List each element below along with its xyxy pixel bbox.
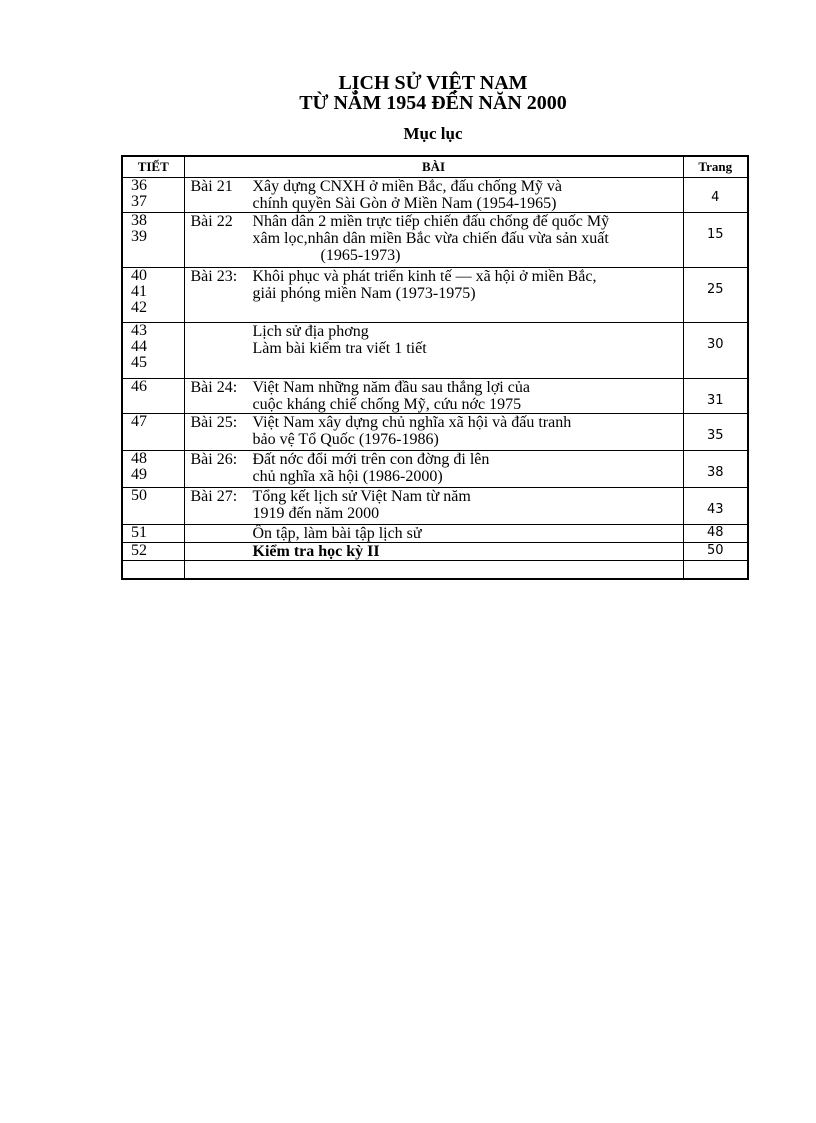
tiet-number: 48 xyxy=(131,450,147,467)
lesson-cell xyxy=(184,178,683,213)
lesson-title-text: chính quyền Sài Gòn ở Miền Nam (1954-1965) xyxy=(252,195,557,212)
page-number: 50 xyxy=(683,543,748,561)
tiet-cell xyxy=(122,488,184,525)
tiet-number: 50 xyxy=(131,487,147,504)
lesson-line xyxy=(191,323,683,340)
table-row xyxy=(122,525,748,543)
tiet-number: 46 xyxy=(131,378,147,395)
lesson-line xyxy=(191,268,683,285)
lesson-number: Bài 27: xyxy=(190,488,238,505)
page-number: 35 xyxy=(683,414,748,451)
table-row xyxy=(122,213,748,268)
lesson-title-text: Làm bài kiểm tra viết 1 tiết xyxy=(252,340,427,357)
tiet-number: 44 xyxy=(131,338,147,355)
tiet-number: 47 xyxy=(131,413,147,430)
table-row xyxy=(122,488,748,525)
tiet-number: 36 xyxy=(131,177,147,194)
tiet-cell xyxy=(122,379,184,414)
tiet-number: 51 xyxy=(131,524,147,541)
tiet-number: 37 xyxy=(131,193,147,210)
lesson-line xyxy=(191,431,683,448)
lesson-line xyxy=(191,285,683,302)
lesson-title-text: giải phóng miền Nam (1973-1975) xyxy=(252,285,476,302)
lesson-cell xyxy=(184,488,683,525)
tiet-cell xyxy=(122,451,184,488)
lesson-cell xyxy=(184,268,683,323)
lesson-title-text: Khôi phục và phát triển kinh tế — xã hội ở miền Bắc, xyxy=(252,268,597,285)
lesson-line xyxy=(191,379,683,396)
lesson-line xyxy=(191,414,683,431)
tiet-number: 43 xyxy=(131,322,147,339)
lesson-line xyxy=(191,505,683,522)
empty-cell xyxy=(683,561,748,579)
lesson-title-text: Việt Nam những năm đầu sau thắng lợi của xyxy=(252,379,530,396)
tiet-number: 49 xyxy=(131,466,147,483)
header-tiet: TIẾT xyxy=(122,156,184,178)
lesson-line xyxy=(191,247,683,264)
tiet-number: 39 xyxy=(131,228,147,245)
lesson-cell xyxy=(184,379,683,414)
table-row xyxy=(122,268,748,323)
lesson-cell xyxy=(184,323,683,379)
lesson-line xyxy=(191,195,683,212)
table-row xyxy=(122,451,748,488)
lesson-cell xyxy=(184,525,683,543)
tiet-number: 41 xyxy=(131,283,147,300)
tiet-number: 52 xyxy=(131,542,147,559)
lesson-title-text: Lịch sử địa phơng xyxy=(252,323,369,340)
tiet-cell xyxy=(122,268,184,323)
lesson-title-text: Nhân dân 2 miền trực tiếp chiến đấu chống đế quốc Mỹ xyxy=(252,213,610,230)
header-trang: Trang xyxy=(683,156,748,178)
table-row xyxy=(122,323,748,379)
page-number: 43 xyxy=(683,488,748,525)
empty-row xyxy=(122,561,748,579)
lesson-line xyxy=(191,178,683,195)
lesson-title-text: (1965-1973) xyxy=(320,247,401,264)
table-row xyxy=(122,543,748,561)
empty-cell xyxy=(122,561,184,579)
lesson-title-text: Xây dựng CNXH ở miền Bắc, đấu chống Mỹ và xyxy=(252,178,563,195)
document-title-line2: TỪ NĂM 1954 ĐẾN NĂN 2000 xyxy=(299,92,567,114)
lesson-title-text: xâm lọc,nhân dân miền Bắc vừa chiến đấu vừa sản xuất xyxy=(252,230,609,247)
page-number: 15 xyxy=(683,213,748,268)
table-row xyxy=(122,178,748,213)
lesson-title-text: Kiểm tra học kỳ II xyxy=(252,543,380,560)
lesson-cell xyxy=(184,213,683,268)
lesson-title-text: cuộc kháng chiế chống Mỹ, cứu nớc 1975 xyxy=(252,396,522,413)
lesson-number: Bài 22 xyxy=(190,213,233,230)
lesson-title-text: bảo vệ Tổ Quốc (1976-1986) xyxy=(252,431,439,448)
page-number: 25 xyxy=(683,268,748,323)
toc-heading: Mục lục xyxy=(403,124,463,143)
lesson-line xyxy=(191,488,683,505)
page-number: 30 xyxy=(683,323,748,379)
lesson-number: Bài 24: xyxy=(190,379,238,396)
tiet-cell xyxy=(122,414,184,451)
page-number: 38 xyxy=(683,451,748,488)
lesson-title-text: Ôn tập, làm bài tập lịch sử xyxy=(252,525,422,542)
lesson-line xyxy=(191,543,683,560)
lesson-line xyxy=(191,396,683,413)
tiet-cell xyxy=(122,543,184,561)
document-title: LỊCH SỬ VIỆT NAM xyxy=(338,72,528,94)
lesson-number: Bài 26: xyxy=(190,451,238,468)
lesson-number: Bài 21 xyxy=(190,178,233,195)
lesson-line xyxy=(191,213,683,230)
table-row xyxy=(122,379,748,414)
tiet-cell xyxy=(122,178,184,213)
toc-table xyxy=(121,155,749,580)
tiet-number: 42 xyxy=(131,299,147,316)
lesson-title-text: Việt Nam xây dựng chủ nghĩa xã hội và đấu tranh xyxy=(252,414,572,431)
lesson-cell xyxy=(184,451,683,488)
page-number: 4 xyxy=(683,178,748,213)
empty-cell xyxy=(184,561,683,579)
lesson-cell xyxy=(184,414,683,451)
lesson-title-text: Đất nớc đổi mới trên con đờng đi lên xyxy=(252,451,490,468)
tiet-cell xyxy=(122,323,184,379)
lesson-line xyxy=(191,230,683,247)
page-number: 48 xyxy=(683,525,748,543)
tiet-number: 38 xyxy=(131,212,147,229)
lesson-line xyxy=(191,468,683,485)
lesson-title-text: 1919 đến năm 2000 xyxy=(252,505,380,522)
tiet-cell xyxy=(122,525,184,543)
tiet-cell xyxy=(122,213,184,268)
lesson-title-text: chủ nghĩa xã hội (1986-2000) xyxy=(252,468,443,485)
tiet-number: 45 xyxy=(131,354,147,371)
lesson-line xyxy=(191,451,683,468)
tiet-number: 40 xyxy=(131,267,147,284)
lesson-line xyxy=(191,340,683,357)
lesson-number: Bài 23: xyxy=(190,268,238,285)
lesson-title-text: Tổng kết lịch sử Việt Nam từ năm xyxy=(252,488,471,505)
lesson-number: Bài 25: xyxy=(190,414,238,431)
lesson-line xyxy=(191,525,683,542)
lesson-cell xyxy=(184,543,683,561)
header-bai: BÀI xyxy=(184,156,683,178)
table-row xyxy=(122,414,748,451)
table-header-row xyxy=(122,156,748,178)
page-number: 31 xyxy=(683,379,748,414)
